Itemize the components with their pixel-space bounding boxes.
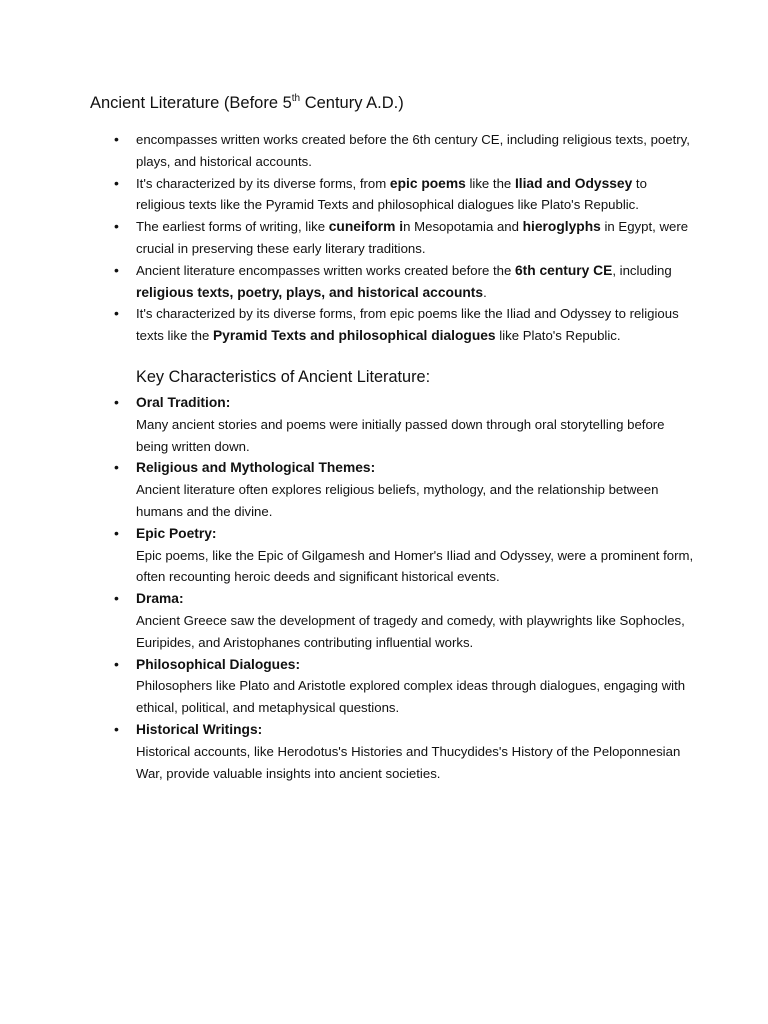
bold-run: 6th century CE bbox=[514, 262, 613, 278]
characteristic-item bbox=[136, 392, 696, 457]
characteristic-description: Historical accounts, like Herodotus's Histories and Thucydides's History of the Peloponnesian War, provide valuable insights into ancient societies. bbox=[136, 743, 681, 781]
intro-bullet bbox=[136, 129, 696, 173]
characteristic-title: • Historical Writings: bbox=[136, 721, 263, 737]
characteristic-title: • Epic Poetry: bbox=[136, 525, 217, 541]
characteristics-heading: Key Characteristics of Ancient Literature: bbox=[136, 368, 431, 386]
title-main: Ancient Literature (Before 5 bbox=[90, 94, 292, 112]
bold-run: Iliad and Odyssey bbox=[514, 175, 633, 191]
bold-run: religious texts, poetry, plays, and historical accounts bbox=[136, 284, 484, 300]
intro-bullet bbox=[136, 216, 696, 260]
bold-run: Pyramid Texts and philosophical dialogues bbox=[212, 328, 496, 344]
intro-bullet-list bbox=[136, 129, 696, 347]
bold-run: cuneiform i bbox=[328, 219, 404, 235]
text-run: like Plato's Republic. bbox=[495, 328, 621, 344]
characteristic-description: Philosophers like Plato and Aristotle explored complex ideas through dialogues, engaging with ethical, political, and metaphysical questions. bbox=[136, 678, 686, 716]
characteristic-item bbox=[136, 523, 696, 588]
characteristic-title: • Drama: bbox=[136, 591, 184, 607]
text-run: in Egypt, were crucial in preserving these early literary traditions. bbox=[136, 219, 689, 256]
intro-bullet bbox=[136, 173, 696, 217]
text-run: encompasses written works created before the 6th century CE, including religious texts, poetry, plays, and historical accounts. bbox=[136, 132, 690, 169]
characteristic-description: Ancient Greece saw the development of tragedy and comedy, with playwrights like Sophocles, Euripides, and Aristophanes contributing influential works. bbox=[136, 612, 685, 650]
characteristic-description: Many ancient stories and poems were initially passed down through oral storytelling before being written down. bbox=[136, 416, 665, 454]
text-run: It's characterized by its diverse forms, from epic poems like the Iliad and Odyssey to religious texts like the bbox=[136, 306, 679, 344]
characteristic-description: Ancient literature often explores religious beliefs, mythology, and the relationship between humans and the divine. bbox=[136, 482, 659, 519]
characteristic-description: Epic poems, like the Epic of Gilgamesh and Homer's Iliad and Odyssey, were a prominent form, often recounting heroic deeds and significant historical events. bbox=[136, 547, 694, 585]
text-run: , including bbox=[612, 262, 672, 278]
title-superscript: th bbox=[291, 93, 301, 104]
bold-run: epic poems bbox=[389, 175, 466, 191]
characteristic-title: • Oral Tradition: bbox=[136, 395, 231, 410]
characteristic-item bbox=[136, 654, 696, 719]
title-rest: Century A.D.) bbox=[300, 94, 404, 112]
text-run: The earliest forms of writing, like bbox=[136, 219, 329, 235]
intro-bullet bbox=[136, 260, 696, 304]
bold-run: hieroglyphs bbox=[522, 219, 601, 235]
characteristic-item bbox=[136, 719, 696, 784]
characteristics-list bbox=[136, 392, 696, 784]
intro-bullet bbox=[136, 303, 696, 347]
text-run: It's characterized by its diverse forms, from bbox=[136, 175, 390, 191]
characteristic-item bbox=[136, 588, 696, 653]
characteristic-title: • Philosophical Dialogues: bbox=[136, 656, 301, 672]
characteristic-item bbox=[136, 457, 696, 522]
text-run: n Mesopotamia and bbox=[403, 219, 523, 235]
text-run: to religious texts like the Pyramid Texts and philosophical dialogues like Plato's Republic. bbox=[136, 175, 647, 213]
text-run: . bbox=[483, 284, 487, 300]
characteristic-title: • Religious and Mythological Themes: bbox=[136, 460, 376, 476]
text-run: Ancient literature encompasses written works created before the bbox=[136, 262, 515, 278]
text-run: like the bbox=[465, 175, 515, 191]
page-title bbox=[90, 94, 404, 113]
